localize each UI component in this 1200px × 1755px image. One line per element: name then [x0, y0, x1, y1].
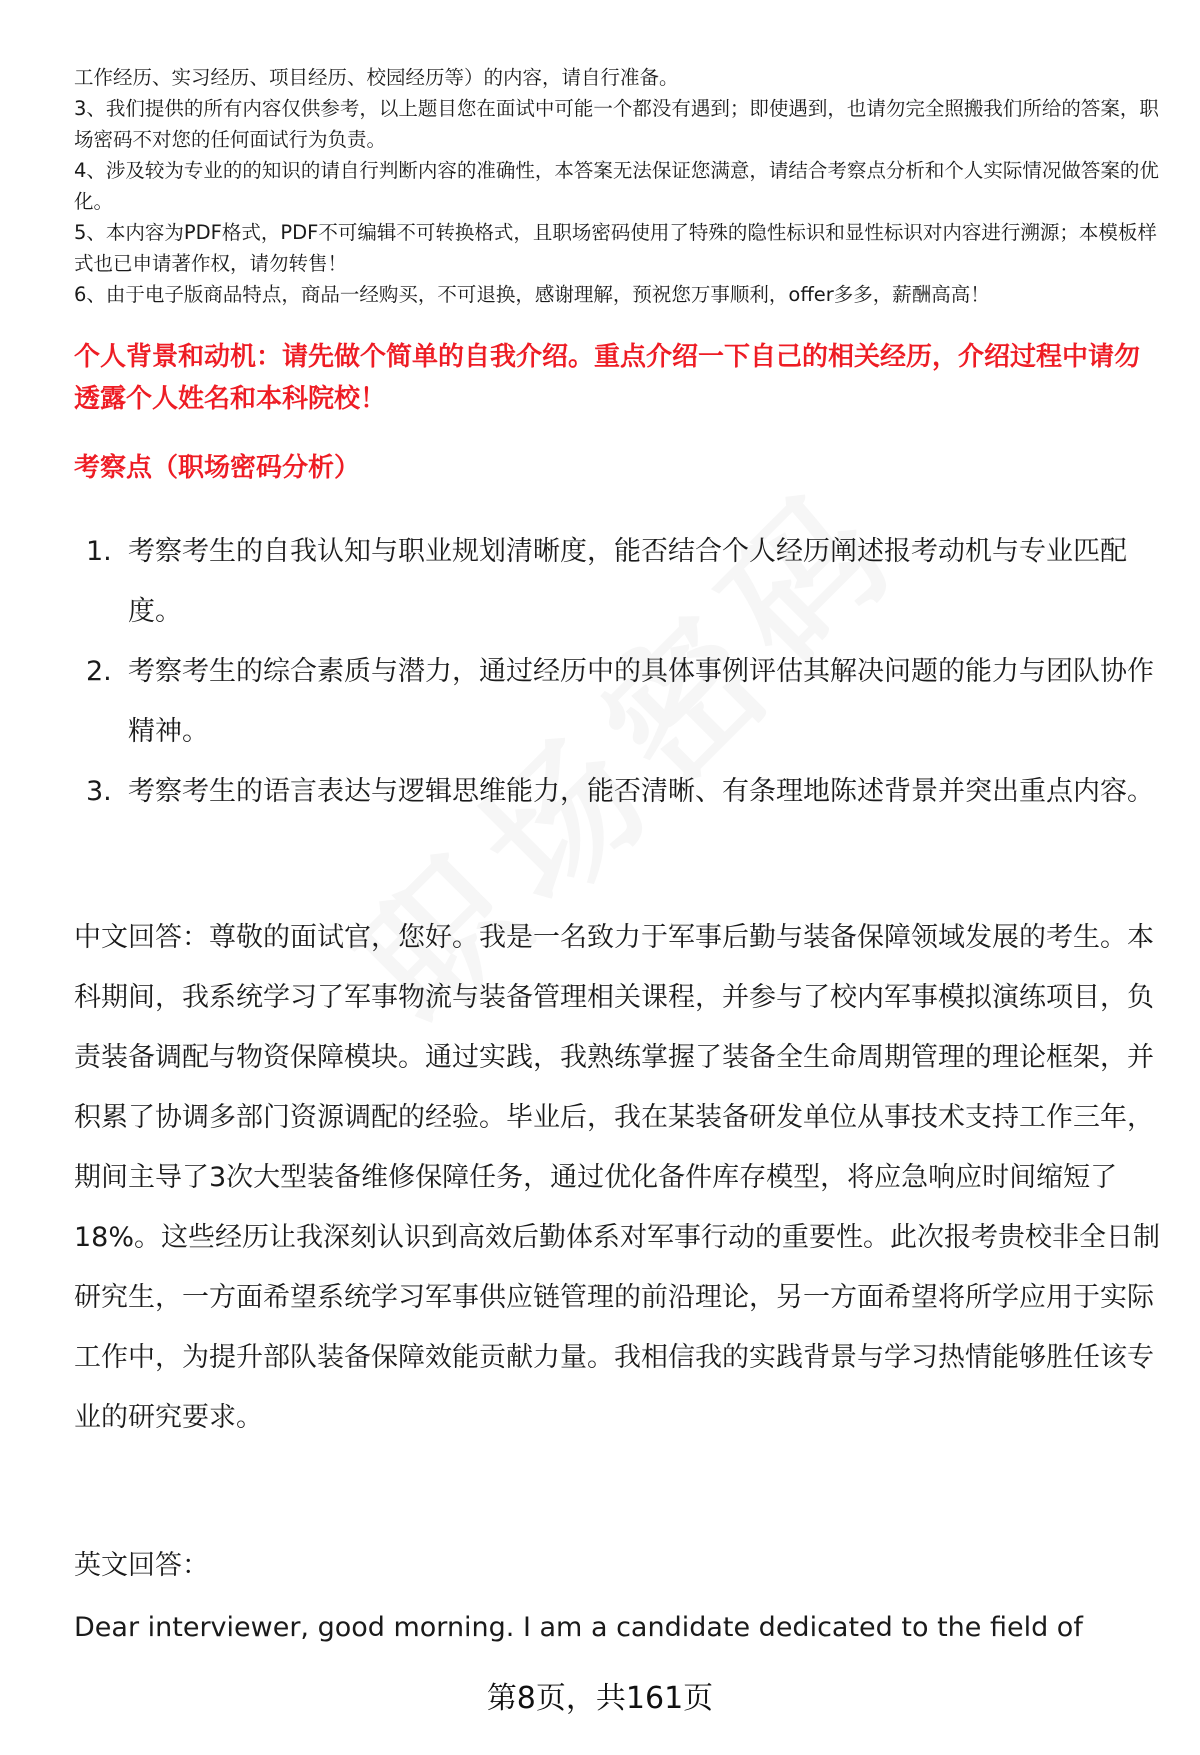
note-line: 工作经历、实习经历、项目经历、校园经历等）的内容，请自行准备。	[74, 66, 679, 89]
assessment-point	[74, 762, 1164, 822]
note-line: 6、由于电子版商品特点，商品一经购买，不可退换，感谢理解，预祝您万事顺利，offer多多，薪酬高高！	[74, 283, 990, 306]
notes-section	[74, 62, 1164, 310]
point-number: 3.	[86, 776, 112, 807]
question-heading: 个人背景和动机：请先做个简单的自我介绍。重点介绍一下自己的相关经历，介绍过程中请勿透露个人姓名和本科院校！	[74, 342, 1141, 414]
point-text: 考察考生的语言表达与逻辑思维能力，能否清晰、有条理地陈述背景并突出重点内容。	[128, 776, 1154, 807]
assessment-points-list	[74, 522, 1164, 822]
point-number: 1.	[86, 536, 112, 567]
point-text: 考察考生的自我认知与职业规划清晰度，能否结合个人经历阐述报考动机与专业匹配度。	[128, 536, 1127, 627]
note-line: 5、本内容为PDF格式，PDF不可编辑不可转换格式，且职场密码使用了特殊的隐性标识和显性标识对内容进行溯源；本模板样式也已申请著作权，请勿转售！	[74, 221, 1157, 275]
note-line: 3、我们提供的所有内容仅供参考，以上题目您在面试中可能一个都没有遇到；即使遇到，也请勿完全照搬我们所给的答案，职场密码不对您的任何面试行为负责。	[74, 97, 1159, 151]
point-text: 考察考生的综合素质与潜力，通过经历中的具体事例评估其解决问题的能力与团队协作精神。	[128, 656, 1154, 747]
page-number-footer: 第8页，共161页	[486, 1681, 714, 1716]
english-answer-label: 英文回答：	[74, 1550, 209, 1581]
section-title: 考察点（职场密码分析）	[74, 453, 361, 483]
assessment-point	[74, 522, 1164, 642]
note-line: 4、涉及较为专业的的知识的请自行判断内容的准确性，本答案无法保证您满意，请结合考察点分析和个人实际情况做答案的优化。	[74, 159, 1159, 213]
chinese-answer: 中文回答：尊敬的面试官，您好。我是一名致力于军事后勤与装备保障领域发展的考生。本科期间，我系统学习了军事物流与装备管理相关课程，并参与了校内军事模拟演练项目，负责装备调配与物资保障模块。通过实践，我熟练掌握了装备全生命周期管理的理论框架，并积累了协调多部门资源调配的经验。毕业后，我在某装备研发单位从事技术支持工作三年，期间主导了3次大型装备维修保障任务，通过优化备件库存模型，将应急响应时间缩短了18%。这些经历让我深刻认识到高效后勤体系对军事行动的重要性。此次报考贵校非全日制研究生，一方面希望系统学习军事供应链管理的前沿理论，另一方面希望将所学应用于实际工作中，为提升部队装备保障效能贡献力量。我相信我的实践背景与学习热情能够胜任该专业的研究要求。	[74, 922, 1161, 1433]
english-answer: Dear interviewer, good morning. I am a candidate dedicated to the field of	[74, 1612, 1083, 1643]
point-number: 2.	[86, 656, 112, 687]
assessment-point	[74, 642, 1164, 762]
